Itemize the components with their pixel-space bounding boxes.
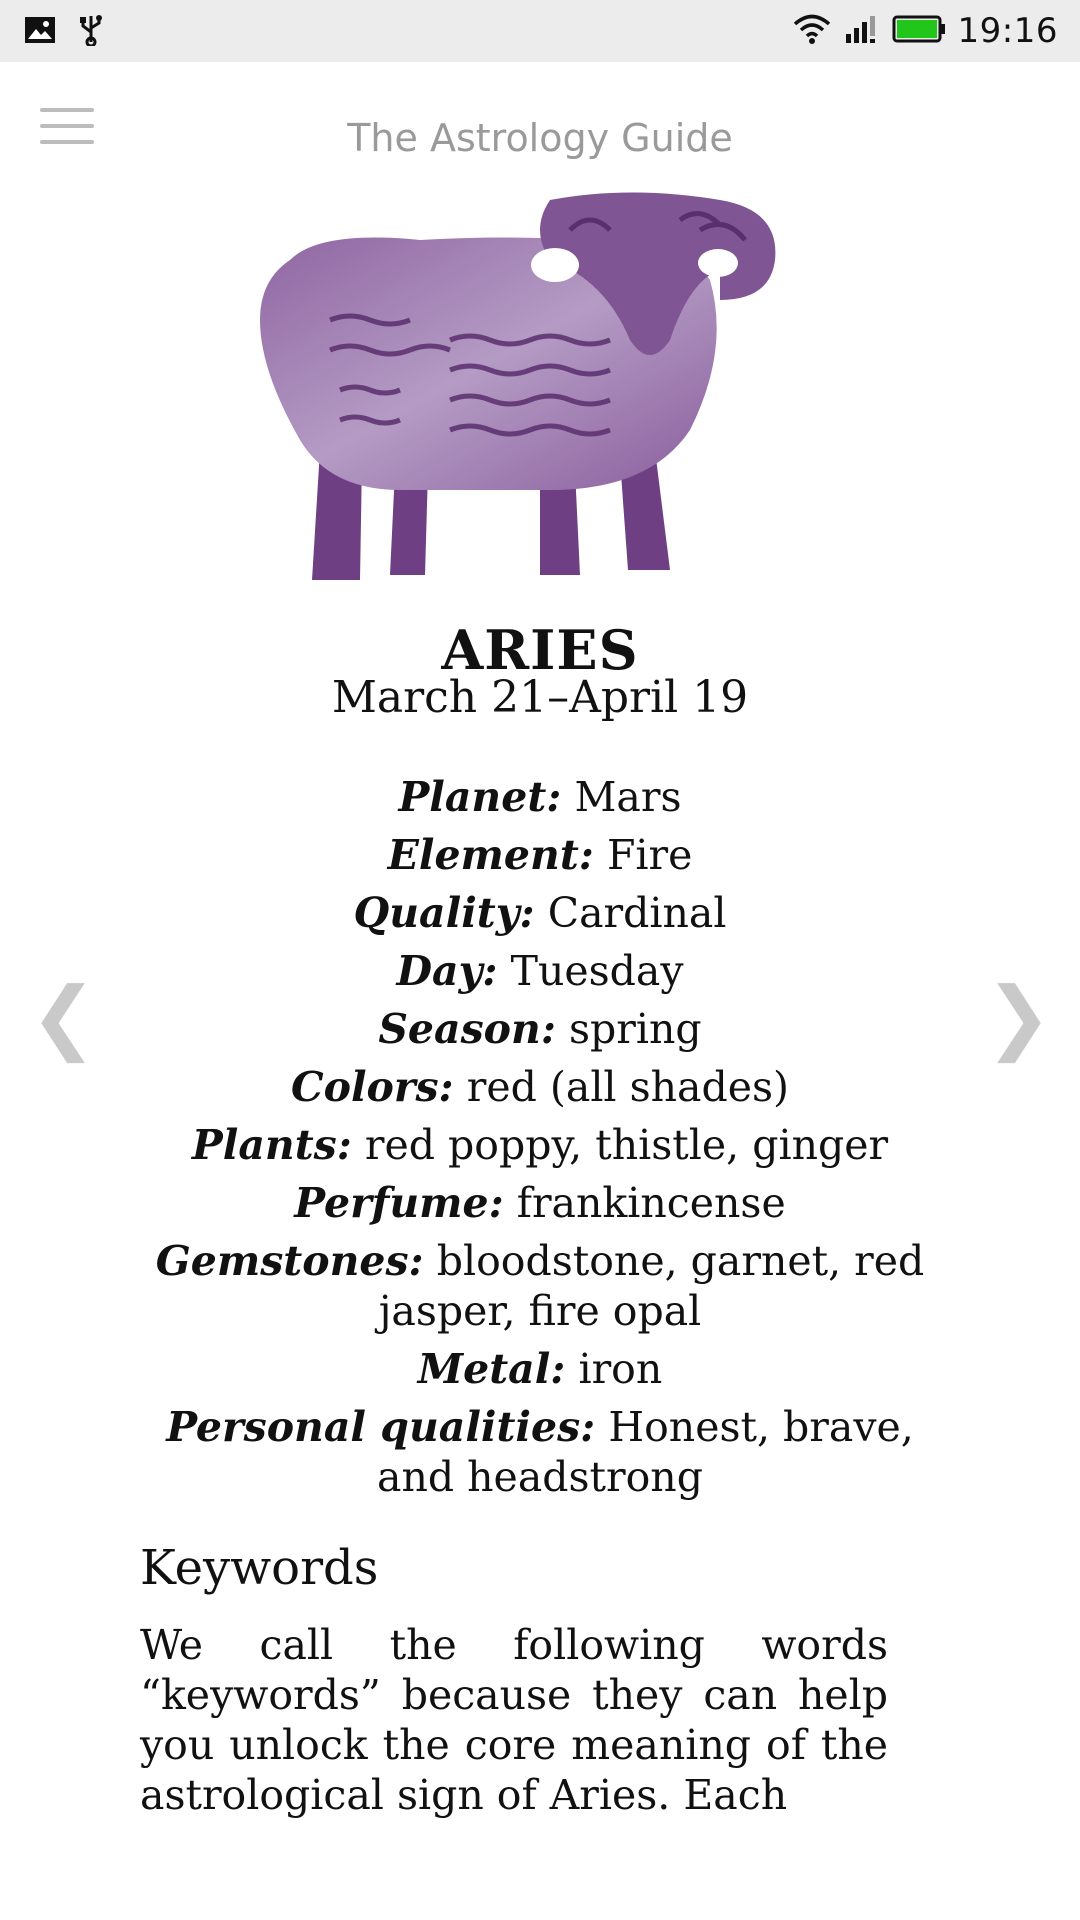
attribute-day — [140, 946, 940, 996]
attribute-quality — [140, 888, 940, 938]
attribute-value: Cardinal — [547, 889, 727, 937]
attribute-value: bloodstone, garnet, red jasper, fire opal — [378, 1237, 925, 1335]
attribute-label: Plants: — [191, 1121, 352, 1169]
wifi-icon — [792, 13, 832, 49]
image-icon — [24, 16, 56, 48]
attribute-value: Honest, brave, and headstrong — [377, 1403, 914, 1501]
attribute-plants — [140, 1120, 940, 1170]
attribute-colors — [140, 1062, 940, 1112]
app-title: The Astrology Guide — [347, 116, 733, 160]
attribute-label: Personal qualities: — [166, 1403, 596, 1451]
attribute-gemstones — [140, 1236, 940, 1336]
attribute-label: Quality: — [353, 889, 535, 937]
attribute-metal — [140, 1344, 940, 1394]
ram-illustration — [250, 190, 780, 590]
sign-dates: March 21–April 19 — [331, 672, 749, 723]
attribute-value: red (all shades) — [466, 1063, 790, 1111]
attribute-value: Tuesday — [510, 947, 684, 995]
next-page-chevron-icon[interactable]: ❯ — [984, 970, 1052, 1063]
usb-icon — [78, 14, 104, 50]
clock-time: 19:16 — [957, 11, 1058, 51]
attribute-element — [140, 830, 940, 880]
attribute-label: Gemstones: — [155, 1237, 424, 1285]
attribute-label: Metal: — [417, 1345, 566, 1393]
attribute-planet — [140, 772, 940, 822]
attribute-value: red poppy, thistle, ginger — [364, 1121, 889, 1169]
attribute-label: Day: — [396, 947, 498, 995]
attribute-label: Element: — [387, 831, 594, 879]
attribute-label: Perfume: — [294, 1179, 504, 1227]
attribute-value: frankincense — [516, 1179, 786, 1227]
keywords-heading: Keywords — [140, 1540, 379, 1596]
attribute-perfume — [140, 1178, 940, 1228]
previous-page-chevron-icon[interactable]: ❮ — [30, 970, 98, 1063]
attribute-label: Season: — [378, 1005, 556, 1053]
attribute-label: Colors: — [290, 1063, 454, 1111]
attribute-value: Mars — [574, 773, 682, 821]
attribute-season — [140, 1004, 940, 1054]
attribute-value: iron — [578, 1345, 663, 1393]
status-bar — [0, 0, 1080, 62]
signal-icon — [844, 14, 880, 48]
attribute-value: Fire — [606, 831, 693, 879]
battery-icon — [892, 14, 946, 48]
attribute-personal-qualities — [140, 1402, 940, 1502]
sign-name: ARIES — [441, 618, 639, 682]
attribute-value: spring — [569, 1005, 702, 1053]
attribute-label: Planet: — [398, 773, 562, 821]
keywords-paragraph: We call the following words “keywords” because they can help you unlock the core meaning of the astrological sign of Aries. Each — [140, 1621, 888, 1819]
attributes-list — [140, 772, 940, 1510]
